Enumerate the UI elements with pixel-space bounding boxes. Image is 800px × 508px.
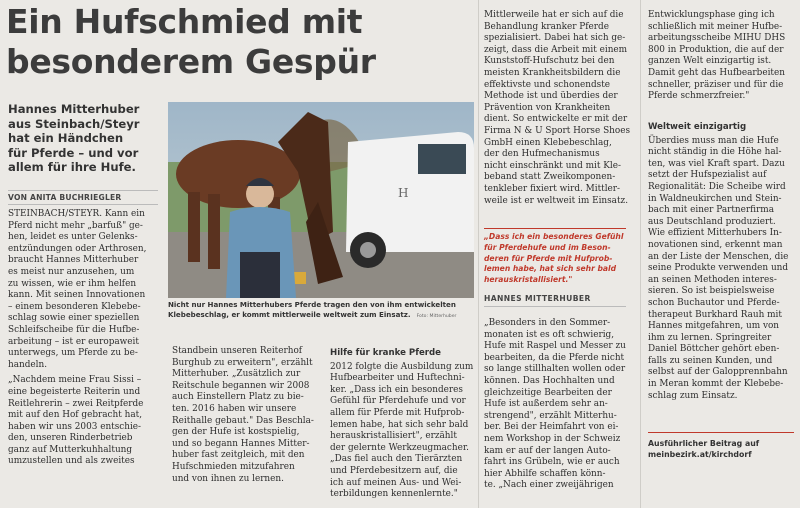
- text-line: der den Hufmechanismus: [484, 149, 600, 160]
- text-line: Schleifscheibe für die Hufbe-: [8, 324, 140, 335]
- text-column-3: [330, 346, 478, 501]
- text-line: ten, was viel Kraft spart. Dazu: [648, 158, 785, 169]
- text-line: allem für Pferde mit Hufprob-: [330, 407, 465, 418]
- text-line: Hufe ist außerdem sehr an-: [484, 399, 608, 410]
- text-line: dient. So entwickelte er mit der: [484, 114, 628, 125]
- text-line: umzustellen und als zweites: [8, 456, 135, 467]
- text-line: Pferde schmerzfreier.": [648, 91, 750, 102]
- text-line: Reitschule begannen wir 2008: [172, 380, 310, 391]
- text-line: in Meran kommt der Klebebe-: [648, 379, 784, 390]
- text-line: kann. Mit seinen Innovationen: [8, 290, 146, 301]
- text-line: „Nachdem meine Frau Sissi –: [8, 375, 142, 386]
- text-line: effektivste und schonendste: [484, 79, 611, 90]
- quote-line: deren für Pferde mit Hufprob-: [484, 253, 613, 263]
- text-line: schneller, präziser und für die: [648, 79, 784, 90]
- text-column-1: [8, 209, 160, 468]
- footer-link[interactable]: meinbezirk.at/kirchdorf: [648, 450, 752, 459]
- text-line: zeigt, dass die Arbeit mit einem: [484, 44, 628, 55]
- text-line: Wie effizient Mitterhubers In-: [648, 228, 782, 239]
- text-line: ganzen Welt einzigartig ist.: [648, 56, 772, 67]
- text-line: therapeut Burkhard Rauh mit: [648, 309, 782, 320]
- text-line: te. „Nach einer zweijährigen: [484, 480, 614, 491]
- text-line: arbeitung – ist er europaweit: [8, 336, 139, 347]
- more-info-note: [648, 438, 794, 460]
- byline: VON ANITA BUCHRIEGLER: [8, 190, 158, 205]
- column-divider: [478, 0, 479, 508]
- text-line: fahrt ins Grübeln, wie er auch: [484, 457, 620, 468]
- text-line: tenkleber fixiert wird. Mittler-: [484, 183, 621, 194]
- text-line: in Waldneukirchen und Stein-: [648, 193, 782, 204]
- text-line: ihm zu lernen. Springreiter: [648, 332, 772, 343]
- headline-line: besonderem Gespür: [6, 42, 376, 81]
- text-line: lemen habe, hat sich sehr bald: [330, 419, 469, 430]
- text-line: herauskristallisiert", erzählt: [330, 431, 457, 442]
- text-line: den, unseren Rinderbetrieb: [8, 433, 133, 444]
- text-line: handeln.: [8, 359, 48, 370]
- text-line: braucht Hannes Mitterhuber: [8, 255, 139, 266]
- text-line: Methode ist und überdies der: [484, 91, 618, 102]
- text-line: Pferd nicht mehr „barfuß" ge-: [8, 220, 143, 231]
- text-line: an der Liste der Menschen, die: [648, 251, 789, 262]
- text-line: Daniel Böttcher gehört eben-: [648, 344, 780, 355]
- photo-credit: Foto: Mitterhuber: [416, 314, 457, 319]
- subhead-line: allem für ihre Hufe.: [8, 160, 136, 175]
- text-line: Behandlung kranker Pferde: [484, 21, 609, 32]
- text-line: beband statt Zweikomponen-: [484, 172, 616, 183]
- text-line: „Besonders in den Sommer-: [484, 318, 611, 328]
- caption-line: Klebebeschlag, er kommt mittlerweile weltweit zum Einsatz. Foto: Mitterhuber: [168, 310, 457, 319]
- text-line: Prävention von Krankheiten: [484, 102, 611, 113]
- text-line: – einem besonderen Klebebe-: [8, 301, 141, 312]
- text-line: Firma N & U Sport Horse Shoes: [484, 125, 631, 136]
- text-line: ten. 2016 haben wir unsere: [172, 403, 297, 414]
- text-column-4-bottom: [484, 318, 630, 492]
- text-line: 2012 folgte die Ausbildung zum: [330, 361, 474, 372]
- text-column-4-top: [484, 10, 630, 207]
- text-line: meisten Krankheitsbildern die: [484, 67, 621, 78]
- text-line: schon Buchautor und Pferde-: [648, 297, 780, 308]
- text-line: arbeitungsscheibe MIHU DHS: [648, 33, 786, 44]
- text-line: und Pferdebesitzern auf, die: [330, 465, 458, 476]
- text-line: ker. „Dass ich ein besonderes: [330, 384, 463, 395]
- text-line: nem Workshop in der Schweiz: [484, 433, 621, 444]
- text-line: seine Produkte verwenden und: [648, 263, 789, 274]
- quote-line: lemen habe, hat sich sehr bald: [484, 264, 617, 274]
- quote-line: „Dass ich ein besonderes Gefühl: [484, 232, 624, 241]
- text-line: setzt der Hufspezialist auf: [648, 170, 767, 181]
- text-line: spezialisiert. Dabei hat sich ge-: [484, 33, 626, 44]
- text-line: Entwicklungsphase ging ich: [648, 10, 775, 20]
- svg-text:H: H: [398, 186, 409, 200]
- subhead-line: für Pferde – und vor: [8, 145, 139, 160]
- text-line: gleichzeitige Bearbeiten der: [484, 387, 612, 398]
- text-line: hier Abhilfe schaffen könn-: [484, 468, 606, 479]
- text-line: Mitterhuber. „Zusätzlich zur: [172, 369, 301, 380]
- text-line: eine begeisterte Reiterin und: [8, 386, 141, 397]
- footer-line: Ausführlicher Beitrag auf: [648, 439, 760, 448]
- text-line: entzündungen oder Arthrosen,: [8, 243, 147, 254]
- text-line: selbst auf der Galopprennbahn: [648, 367, 788, 378]
- text-line: Damit geht das Hufbearbeiten: [648, 67, 785, 78]
- pull-quote: [484, 228, 626, 286]
- text-line: es meist nur anzusehen, um: [8, 266, 135, 277]
- text-line: weile ist er weltweit im Einsatz.: [484, 195, 629, 206]
- text-line: so lange stillhalten wollen oder: [484, 364, 626, 375]
- subhead-line: aus Steinbach/Steyr: [8, 116, 140, 131]
- section-subheading: Hilfe für kranke Pferde: [330, 348, 441, 358]
- text-line: schlag sowie einer speziellen: [8, 313, 140, 324]
- text-line: sieren. So ist beispielsweise: [648, 286, 775, 297]
- text-line: Hufbearbeiter und Huftechni-: [330, 373, 465, 384]
- section-subheading: Weltweit einzigartig: [648, 122, 747, 132]
- text-line: kam er auf der langen Auto-: [484, 445, 611, 456]
- text-line: 800 in Produktion, die auf der: [648, 44, 784, 55]
- text-line: zu wissen, wie er ihm helfen: [8, 278, 137, 289]
- text-line: huber fast zeitgleich, mit den: [172, 450, 305, 461]
- text-line: Kunststoff-Hufschutz bei den: [484, 56, 615, 67]
- text-line: Hufschmieden mitzufahren: [172, 461, 295, 472]
- footer-divider: [648, 432, 794, 433]
- text-line: monaten ist es oft schwierig,: [484, 329, 615, 340]
- text-line: der gelernte Werkzeugmacher.: [330, 442, 469, 453]
- text-line: nicht einschränkt und mit Kle-: [484, 160, 621, 171]
- caption-line: Nicht nur Hannes Mitterhubers Pferde tragen den von ihm entwickelten: [168, 300, 456, 309]
- text-line: ganz auf Mutterkuhhaltung: [8, 444, 133, 455]
- text-line: hen, leidet es unter Gelenks-: [8, 232, 138, 243]
- text-line: Überdies muss man die Hufe: [648, 135, 779, 146]
- text-line: und von ihnen zu lernen.: [172, 473, 284, 484]
- subhead-line: Hannes Mitterhuber: [8, 102, 140, 116]
- text-line: auch Einstellern Platz zu bie-: [172, 392, 304, 403]
- text-line: strengend", erzählt Mitterhu-: [484, 410, 617, 421]
- text-line: bach mit einer Partnerfirma: [648, 205, 774, 216]
- text-line: GmbH einen Klebebeschlag,: [484, 137, 612, 148]
- quote-author: HANNES MITTERHUBER: [484, 294, 626, 307]
- text-line: Reitlehrerin – zwei Reitpferde: [8, 398, 144, 409]
- text-line: Burghub zu erweitern", erzählt: [172, 357, 313, 368]
- text-line: aus Deutschland produziert.: [648, 216, 776, 227]
- text-line: und so begann Hannes Mitter-: [172, 438, 310, 449]
- text-line: Mittlerweile hat er sich auf die: [484, 10, 624, 20]
- quote-line: herauskristallisiert.": [484, 275, 573, 285]
- article-photo: [168, 102, 474, 298]
- text-column-2: [172, 346, 322, 485]
- text-line: an seinen Methoden interes-: [648, 274, 777, 285]
- quote-line: für Pferdehufe und im Beson-: [484, 242, 611, 252]
- photo-caption: [168, 300, 474, 322]
- text-line: novationen sind, erkennt man: [648, 239, 783, 250]
- text-line: schließlich mit meiner Hufbe-: [648, 21, 783, 32]
- text-line: Hannes mitgefahren, um von: [648, 321, 780, 332]
- text-column-5-bottom: [648, 120, 794, 402]
- headline-line: Ein Hufschmied mit: [6, 2, 363, 41]
- text-line: ber. Bei der Heimfahrt von ei-: [484, 422, 619, 433]
- text-line: Reithalle gebaut." Das Beschla-: [172, 415, 314, 426]
- subhead-line: hat ein Händchen: [8, 131, 124, 146]
- text-line: nicht ständig in die Höhe hal-: [648, 147, 782, 158]
- text-line: „Das fiel auch den Tierärzten: [330, 454, 463, 465]
- column-divider: [640, 0, 641, 508]
- text-line: haben wir uns 2003 entschie-: [8, 421, 142, 432]
- text-line: STEINBACH/STEYR. Kann ein: [8, 209, 145, 219]
- text-line: können. Das Hochhalten und: [484, 375, 615, 386]
- text-line: Regionalität: Die Scheibe wird: [648, 181, 786, 192]
- text-line: schlag zum Einsatz.: [648, 390, 738, 401]
- horse-and-farrier-illustration: [168, 102, 474, 298]
- text-line: bearbeiten, da die Pferde nicht: [484, 352, 625, 363]
- text-line: unterwegs, um Pferde zu be-: [8, 348, 138, 359]
- text-line: Standbein unseren Reiterhof: [172, 346, 303, 356]
- text-line: terbildungen kennenlernte.": [330, 489, 458, 500]
- text-line: mit auf den Hof gebracht hat,: [8, 410, 143, 421]
- headline: [6, 2, 476, 82]
- text-column-5-top: [648, 10, 794, 103]
- text-line: Hufe mit Raspel und Messer zu: [484, 341, 626, 352]
- text-line: Gefühl für Pferdehufe und vor: [330, 396, 466, 407]
- text-line: falls zu seinen Kunden, und: [648, 355, 773, 366]
- text-line: gen der Hufe ist kostspielig,: [172, 427, 300, 438]
- subheadline: [8, 102, 160, 175]
- text-line: ich auf meinen Aus- und Wei-: [330, 477, 462, 488]
